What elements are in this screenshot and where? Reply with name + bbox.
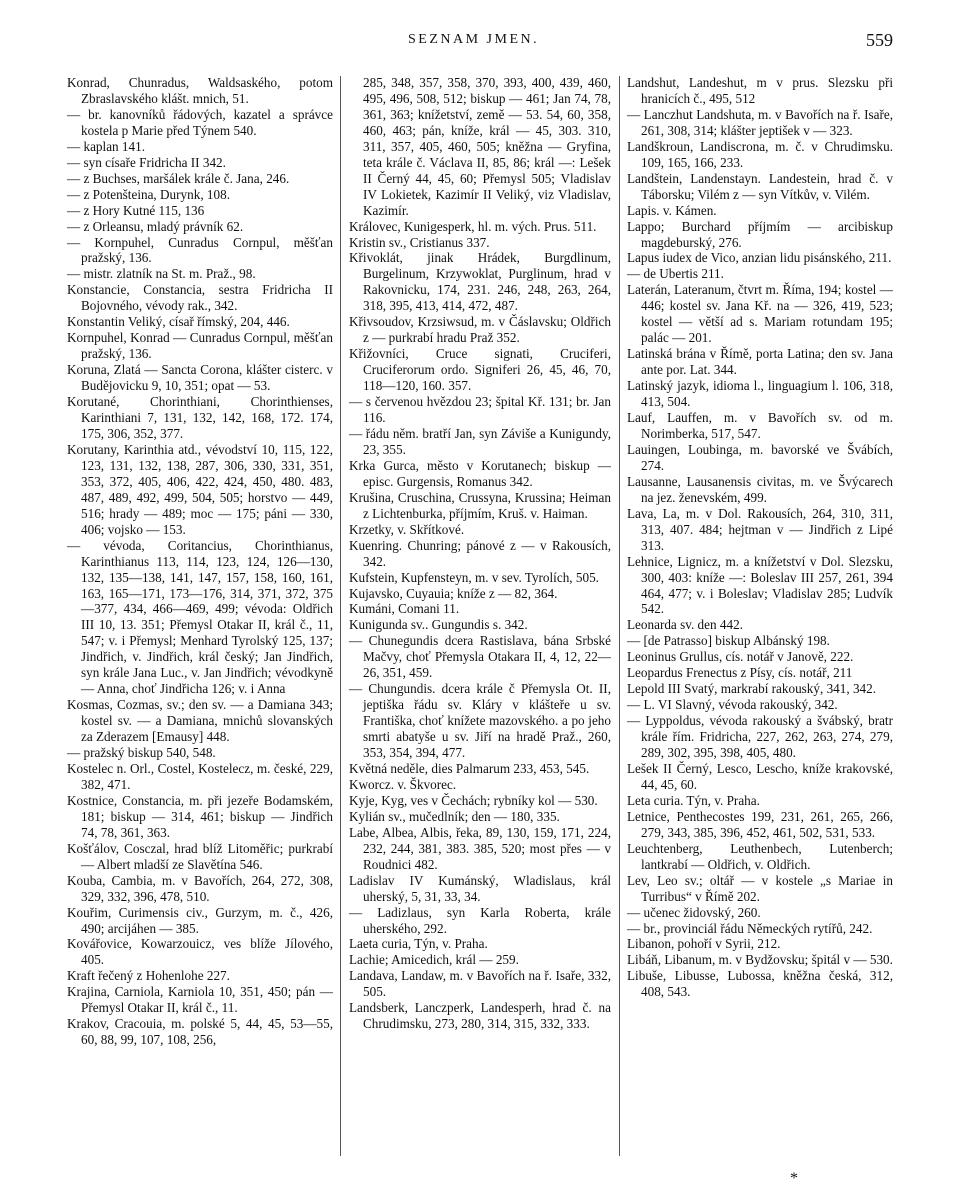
index-entry: Laeta curia, Týn, v. Praha. xyxy=(349,936,488,952)
index-entry: Koruna, Zlatá — Sancta Corona, klášter cisterc. v Budějovicku 9, 10, 351; opat — 53. xyxy=(67,362,333,394)
index-entry: Květná neděle, dies Palmarum 233, 453, 545. xyxy=(349,760,590,776)
index-entry: Latinská brána v Římě, porta Latina; den sv. Jana ante por. Lat. 344. xyxy=(627,346,893,378)
index-entry: Kyje, Kyg, ves v Čechách; rybníky kol — 530. xyxy=(349,792,598,808)
index-entry: Kouřim, Curimensis civ., Gurzym, m. č., 426, 490; arcijáhen — 385. xyxy=(67,904,333,936)
index-entry: Kostnice, Constancia, m. při jezeře Bodamském, 181; biskup — 314, 461; biskup — Jindřich 74, 78, 361, 363. xyxy=(67,792,333,840)
index-entry: Korutané, Chorinthiani, Chorinthienses, Karinthiani 7, 131, 132, 142, 168, 172. 174, 175, 306, 352, 377. xyxy=(67,394,333,441)
index-entry: — pražský biskup 540, 548. xyxy=(67,745,216,761)
index-entry: Libuše, Libusse, Lubossa, kněžna česká, 312, 408, 543. xyxy=(627,968,893,1000)
index-entry: Křivsoudov, Krzsiwsud, m. v Čáslavsku; Oldřich z — purkrabí hradu Praž 352. xyxy=(349,314,611,346)
index-entry: Krka Gurca, město v Korutanech; biskup — episc. Gurgensis, Romanus 342. xyxy=(349,457,611,489)
index-entry: Kworcz. v. Škvorec. xyxy=(349,776,457,792)
index-entry: — řádu něm. bratří Jan, syn Záviše a Kunigundy, 23, 355. xyxy=(349,425,611,457)
index-entry: Landava, Landaw, m. v Bavořích na ř. Isaře, 332, 505. xyxy=(349,968,611,1000)
index-entry: Krzetky, v. Skřítkové. xyxy=(349,521,465,537)
index-entry: Konstantin Veliký, císař římský, 204, 446. xyxy=(67,314,290,330)
index-entry: — syn císaře Fridricha II 342. xyxy=(67,154,226,170)
index-entry: 285, 348, 357, 358, 370, 393, 400, 439, 460, 495, 496, 508, 512; biskup — 461; Jan 74, 78, 361, 363; knížetství, země — 53. 54, 60, 358, 460, 463; pán, kníže, král — 45, 303. 310, 311, 357, 405, 460, 505; kněžna — Gryfina, teta krále č. Václava II, 85, 86; král —: Lešek II Černý 44, 45, 60; Přemysl 505; Vladislav IV Lokietek, Kazimír II Veliký, viz Vladislav, Kazimír. xyxy=(363,75,611,218)
index-entry: — s červenou hvězdou 23; špital Kř. 131; br. Jan 116. xyxy=(349,394,611,426)
index-entry: Leuchtenberg, Leuthenbech, Lutenberch; lantkrabí — Oldřich, v. Oldřich. xyxy=(627,840,893,872)
index-entry: Leta curia. Týn, v. Praha. xyxy=(627,792,760,808)
index-entry: Lev, Leo sv.; oltář — v kostele „s Mariae in Turribus“ v Římě 202. xyxy=(627,872,893,904)
index-entry: Královec, Kunigesperk, hl. m. vých. Prus. 511. xyxy=(349,218,597,234)
index-entry: — z Potenšteina, Durynk, 108. xyxy=(67,186,230,202)
index-column-3 xyxy=(627,75,893,1000)
index-entry: Lauingen, Loubinga, m. bavorské ve Švábích, 274. xyxy=(627,441,893,473)
index-entry: Leoninus Grullus, cís. notář v Janově, 222. xyxy=(627,649,854,665)
index-entry: Košťálov, Cosczal, hrad blíž Litoměřic; purkrabí — Albert mladší ze Slavětína 546. xyxy=(67,840,333,872)
index-entry: Lachie; Amicedich, král — 259. xyxy=(349,952,519,968)
index-entry: Landštein, Landenstayn. Landestein, hrad č. v Táborsku; Vilém z — syn Vítkův, v. Vilém. xyxy=(627,170,893,202)
index-entry: Latinský jazyk, idioma l., linguagium l. 106, 318, 413, 504. xyxy=(627,378,893,410)
index-entry: — de Ubertis 211. xyxy=(627,266,724,282)
index-entry: — Chunegundis dcera Rastislava, bána Srbské Mačvy, choť Přemysla Otakara II, 4, 12, 22—26, 351, 459. xyxy=(349,633,611,681)
index-entry: Lapis. v. Kámen. xyxy=(627,202,717,218)
index-entry: Lava, La, m. v Dol. Rakousích, 264, 310, 311, 313, 407. 484; hejtman v — Jindřich z Lipé 313. xyxy=(627,505,893,553)
index-entry: — Lanczhut Landshuta, m. v Bavořích na ř. Isaře, 261, 308, 314; klášter jeptišek v — 323. xyxy=(627,106,893,138)
index-entry: Landškroun, Landiscrona, m. č. v Chrudimsku. 109, 165, 166, 233. xyxy=(627,138,893,170)
index-entry: — br. kanovníků řádových, kazatel a správce kostela p Marie před Týnem 540. xyxy=(67,106,333,138)
index-entry: Letnice, Penthecostes 199, 231, 261, 265, 266, 279, 343, 385, 396, 452, 461, 502, 531, 533. xyxy=(627,808,893,840)
index-entry: — br., provinciál řádu Německých rytířů, 242. xyxy=(627,920,873,936)
index-entry: — z Orleansu, mladý právník 62. xyxy=(67,218,244,234)
footer-mark: * xyxy=(790,1170,798,1187)
column-divider xyxy=(340,76,341,1156)
index-entry: — kaplan 141. xyxy=(67,138,146,154)
index-entry: Kumáni, Comani 11. xyxy=(349,601,460,617)
index-entry: Ladislav IV Kumánský, Wladislaus, král uherský, 5, 31, 33, 34. xyxy=(349,872,611,904)
index-entry: Lepold III Svatý, markrabí rakouský, 341, 342. xyxy=(627,681,877,697)
index-entry: Kostelec n. Orl., Costel, Kostelecz, m. české, 229, 382, 471. xyxy=(67,760,333,792)
index-entry: Kovářovice, Kowarzouicz, ves blíže Jílového, 405. xyxy=(67,936,333,968)
index-entry: Křivoklát, jinak Hrádek, Burgdlinum, Burgelinum, Krzywoklat, Purglinum, hrad v Rakovnicku, 174, 231. 246, 248, 263, 264, 318, 395, 413, 414, 472, 487. xyxy=(349,250,611,314)
index-entry: — [de Patrasso] biskup Albánský 198. xyxy=(627,633,830,649)
index-entry: — z Buchses, maršálek krále č. Jana, 246. xyxy=(67,170,290,186)
column-divider xyxy=(619,76,620,1156)
running-title: SEZNAM JMEN. xyxy=(408,32,540,47)
index-entry: Kraft řečený z Hohenlohe 227. xyxy=(67,968,230,984)
index-entry: — z Hory Kutné 115, 136 xyxy=(67,202,205,218)
page-number: 559 xyxy=(866,30,893,50)
index-entry: Kristin sv., Cristianus 337. xyxy=(349,234,490,250)
index-entry: Křižovníci, Cruce signati, Cruciferi, Cruciferorum ordo. Signiferi 26, 45, 46, 70, 118—120, 160. 357. xyxy=(349,346,611,394)
index-entry: Lausanne, Lausanensis civitas, m. ve Švýcarech na jez. ženevském, 499. xyxy=(627,473,893,505)
index-entry: Konstancie, Constancia, sestra Fridricha II Bojovného, vévody rak., 342. xyxy=(67,282,333,314)
index-entry: Lešek II Černý, Lesco, Lescho, kníže krakovské, 44, 45, 60. xyxy=(627,760,893,792)
index-entry: — Chungundis. dcera krále č Přemysla Ot. II, jeptiška řádu sv. Kláry v klášteře u sv. Františka, choť knížete mazovského. a po jeho smrti abatyše u sv. Jiří na hradě Praž., 260, 353, 354, 394, 477. xyxy=(349,681,611,761)
page-header xyxy=(0,32,960,56)
index-entry: Kufstein, Kupfensteyn, m. v sev. Tyrolích, 505. xyxy=(349,569,599,585)
index-entry: Kujavsko, Cuyauia; kníže z — 82, 364. xyxy=(349,585,558,601)
index-entry: Krajina, Carniola, Karniola 10, 351, 450; pán — Přemysl Otakar II, král č., 11. xyxy=(67,984,333,1016)
index-entry: Lauf, Lauffen, m. v Bavořích sv. od m. Norimberka, 517, 547. xyxy=(627,410,893,441)
index-entry: Lappo; Burchard příjmím — arcibiskup magdeburský, 276. xyxy=(627,218,893,250)
index-entry: Labe, Albea, Albis, řeka, 89, 130, 159, 171, 224, 232, 244, 381, 383. 385, 520; most přes — v Roudnici 482. xyxy=(349,824,611,872)
index-entry: — vévoda, Coritancius, Chorinthianus, Karinthianus 113, 114, 123, 124, 126—130, 132, 135—138, 141, 147, 157, 158, 160, 161, 163, 165—171, 173—176, 314, 371, 372, 375—377, 434, 466—469, 499; vévoda: Oldřich III 10, 13. 351; Přemysl Otakar II, král č., 11, 547; v. i Přemysl; Menhard Tyrolský 125, 137; Jindřich, v. Jindřich, král český; Jan Jindřich, syn krále Jana Luc., v. Jan Jindřich; vévodkyně — Anna, choť Jindřicha 126; v. i Anna xyxy=(67,537,333,697)
index-column-2 xyxy=(349,75,611,1032)
index-entry: Leopardus Frenectus z Písy, cís. notář, 211 xyxy=(627,665,853,681)
index-entry: Konrad, Chunradus, Waldsaského, potom Zbraslavského klášt. mnich, 51. xyxy=(67,75,333,106)
index-entry: Kylián sv., mučedlník; den — 180, 335. xyxy=(349,808,560,824)
index-entry: — L. VI Slavný, vévoda rakouský, 342. xyxy=(627,697,838,713)
index-entry: Kuenring. Chunring; pánové z — v Rakousích, 342. xyxy=(349,537,611,569)
index-entry: Laterán, Lateranum, čtvrt m. Říma, 194; kostel — 446; kostel sv. Jana Kř. na — 326, 419, 523; kostel — větší ad s. Mariam rotundam 195; palác — 201. xyxy=(627,282,893,346)
index-entry: Korutany, Karinthia atd., vévodství 10, 115, 122, 123, 131, 132, 138, 287, 306, 330, 331, 351, 353, 372, 405, 406, 422, 424, 450, 480. 483, 487, 489, 492, 499, 504, 505; horstvo — 449, 516; hrady — 489; moc — 175; páni — 330, 406; vojsko — 153. xyxy=(67,441,333,537)
index-entry: — Kornpuhel, Cunradus Cornpul, měšťan pražský, 136. xyxy=(67,234,333,266)
index-entry: Kunigunda sv.. Gungundis s. 342. xyxy=(349,617,528,633)
index-entry: — Lyppoldus, vévoda rakouský a švábský, bratr krále řím. Fridricha, 227, 262, 263, 274, 279, 289, 302, 395, 398, 405, 480. xyxy=(627,713,893,761)
index-column-1 xyxy=(67,75,333,1048)
index-entry: Leonarda sv. den 442. xyxy=(627,617,743,633)
index-entry: Lapus iudex de Vico, anzian lidu pisánského, 211. xyxy=(627,250,892,266)
index-entry: Krušina, Cruschina, Crussyna, Krussina; Heiman z Lichtenburka, příjmím, Kruš. v. Haiman. xyxy=(349,489,611,521)
index-entry: — učenec židovský, 260. xyxy=(627,904,761,920)
index-entry: — mistr. zlatník na St. m. Praž., 98. xyxy=(67,266,256,282)
index-entry: Lehnice, Lignicz, m. a knížetství v Dol. Slezsku, 300, 403: kníže —: Boleslav III 257, 261, 394 464, 477; v. i Boleslav; Vladislav 285; Ludvík 542. xyxy=(627,553,893,617)
index-entry: Libanon, pohoří v Syrii, 212. xyxy=(627,936,781,952)
index-entry: Kouba, Cambia, m. v Bavořích, 264, 272, 308, 329, 332, 396, 478, 510. xyxy=(67,872,333,904)
index-entry: — Ladizlaus, syn Karla Roberta, krále uherského, 292. xyxy=(349,904,611,936)
index-entry: Landsberk, Lanczperk, Landesperh, hrad č. na Chrudimsku, 273, 280, 314, 315, 332, 333. xyxy=(349,1000,611,1032)
index-entry: Kosmas, Cozmas, sv.; den sv. — a Damiana 343; kostel sv. — a Damiana, mnichů slovanských za Zderazem [Emausy] 448. xyxy=(67,697,333,745)
index-entry: Landshut, Landeshut, m v prus. Slezsku při hranicích č., 495, 512 xyxy=(627,75,893,106)
index-entry: Libáň, Libanum, m. v Bydžovsku; špitál v — 530. xyxy=(627,952,893,968)
index-entry: Krakov, Cracouia, m. polské 5, 44, 45, 53—55, 60, 88, 99, 107, 108, 256, xyxy=(67,1016,333,1048)
index-entry: Kornpuhel, Konrad — Cunradus Cornpul, měšťan pražský, 136. xyxy=(67,330,333,362)
